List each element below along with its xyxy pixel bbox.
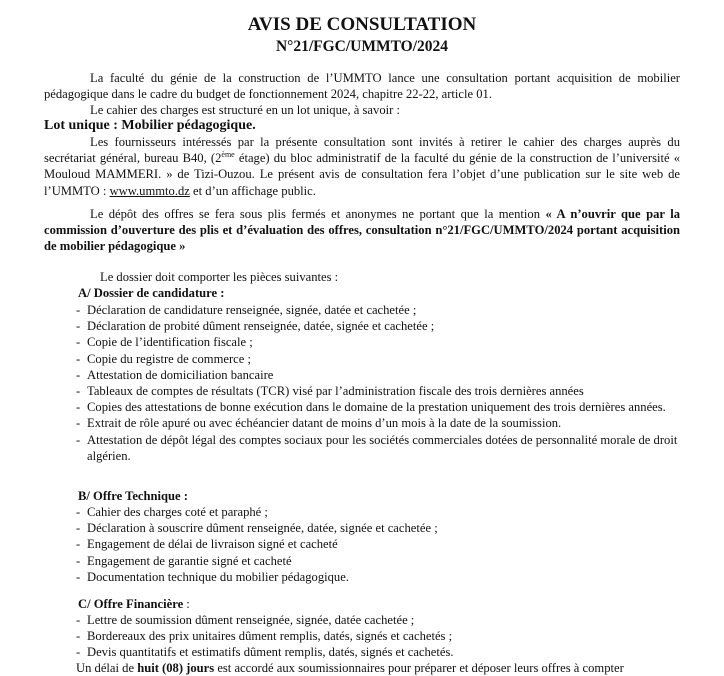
dossier-intro: Le dossier doit comporter les pièces suivantes : <box>100 270 339 284</box>
document-title: AVIS DE CONSULTATION <box>247 14 477 35</box>
section-a-list <box>76 302 681 464</box>
list-item: - Déclaration à souscrire dûment renseignée, datée, signée et cachetée ; <box>76 520 681 536</box>
list-item: - Déclaration de probité dûment renseignée, datée, signée et cachetée ; <box>76 318 681 334</box>
list-item: - Devis quantitatifs et estimatifs dûment remplis, datés, signés et cachetés. <box>76 644 681 660</box>
website-link[interactable]: www.ummto.dz <box>109 183 190 198</box>
deadline-paragraph: Un délai de huit (08) jours est accordé aux soumissionnaires pour préparer et déposer leurs offres à compter <box>76 661 624 675</box>
superscript-ordinal: ème <box>221 150 235 160</box>
list-item: - Copie du registre de commerce ; <box>76 351 681 367</box>
list-item: - Attestation de domiciliation bancaire <box>76 367 681 383</box>
deposit-paragraph: Le dépôt des offres se fera sous plis fermés et anonymes ne portant que la mention « A n’ouvrir que par la commission d’ouverture des plis et d’évaluation des offres, consultation n°21/FGC/UMMTO/2024 portant acquisition de mobilier pédagogique » <box>44 207 680 254</box>
deposit-mention: « A n’ouvrir que par la commission d’ouverture des plis et d’évaluation des offres, consultation n°21/FGC/UMMTO/2024 portant acquisition de mobilier pédagogique » <box>44 207 680 254</box>
section-a-title: A/ Dossier de candidature : <box>78 286 225 300</box>
lot-structure-text: Le cahier des charges est structuré en un lot unique, à savoir : <box>90 103 400 117</box>
suppliers-paragraph: Les fournisseurs intéressés par la présente consultation sont invités à retirer le cahier des charges auprès du secrétariat général, bureau B40, (2ème étage) du bloc administratif de la faculté du génie de la construction de l’université « Mouloud MAMMERI. » de Tizi-Ouzou. Le présent avis de consultation fera l’objet d’une publication sur le site web de l’UMMTO : www.ummto.dz et d’un affichage public. <box>44 135 681 198</box>
section-c-list <box>76 612 681 661</box>
section-c-title: C/ Offre Financière : <box>78 597 190 611</box>
list-item: - Tableaux de comptes de résultats (TCR) visé par l’administration fiscale des trois dernières années <box>76 383 681 399</box>
list-item: - Copie de l’identification fiscale ; <box>76 334 681 350</box>
consultation-number: N°21/FGC/UMMTO/2024 <box>275 38 449 55</box>
lot-heading: Lot unique : Mobilier pédagogique. <box>44 118 256 133</box>
list-item: - Copies des attestations de bonne exécution dans le domaine de la prestation uniquement des trois dernières années. <box>76 399 681 415</box>
list-item: - Engagement de délai de livraison signé et cacheté <box>76 536 681 552</box>
list-item: - Cahier des charges coté et paraphé ; <box>76 504 681 520</box>
section-b-list <box>76 504 681 585</box>
section-b-title: B/ Offre Technique : <box>78 489 188 503</box>
list-item: - Documentation technique du mobilier pédagogique. <box>76 569 681 585</box>
intro-paragraph: La faculté du génie de la construction de l’UMMTO lance une consultation portant acquisition de mobilier pédagogique dans le cadre du budget de fonctionnement 2024, chapitre 22-22, article 01. <box>44 71 680 102</box>
list-item: - Extrait de rôle apuré ou avec échéancier datant de moins d’un mois à la date de la soumission. <box>76 415 681 431</box>
list-item: - Lettre de soumission dûment renseignée, signée, datée cachetée ; <box>76 612 681 628</box>
list-item: - Engagement de garantie signé et cacheté <box>76 553 681 569</box>
list-item: - Déclaration de candidature renseignée, signée, datée et cachetée ; <box>76 302 681 318</box>
list-item: - Attestation de dépôt légal des comptes sociaux pour les sociétés commerciales dotées de personnalité morale de droit algérien. <box>76 432 681 464</box>
list-item: - Bordereaux des prix unitaires dûment remplis, datés, signés et cachetés ; <box>76 628 681 644</box>
deadline-duration: huit (08) jours <box>137 661 215 675</box>
